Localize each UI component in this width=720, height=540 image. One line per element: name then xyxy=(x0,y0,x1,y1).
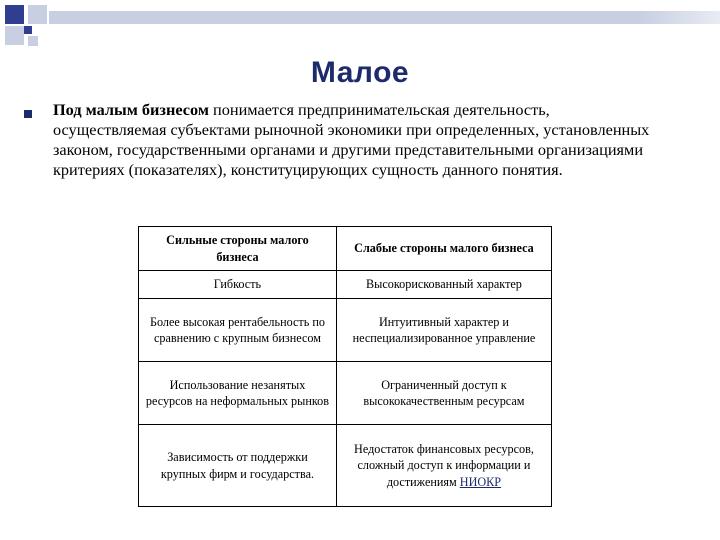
table-row xyxy=(139,271,552,299)
definition-term: Под малым бизнесом xyxy=(53,100,209,119)
header-bar xyxy=(49,11,720,24)
comparison-table xyxy=(138,226,552,507)
strength-cell: Более высокая рентабельность по сравнению с крупным бизнесом xyxy=(139,299,337,362)
header-square-light xyxy=(28,5,47,24)
weakness-cell: Интуитивный характер и неспециализированное управление xyxy=(336,299,551,362)
table-row xyxy=(139,362,552,425)
weakness-text: Недостаток финансовых ресурсов, сложный доступ к информации и достижениям xyxy=(354,441,534,489)
header-square-dark xyxy=(5,5,24,24)
definition-text: понимается предпринимательская деятельность, осуществляемая субъектами рыночной экономики при определенных, установленных законом, государственными органами и другими представительными организациями критериях (показателях), конституцирующих сущность данного понятия. xyxy=(53,100,650,179)
header-square-light xyxy=(5,26,24,45)
header-square-light xyxy=(28,36,38,46)
header-strengths: Сильные стороны малого бизнеса xyxy=(139,227,337,271)
header-weaknesses: Слабые стороны малого бизнеса xyxy=(336,227,551,271)
table-row xyxy=(139,299,552,362)
strength-cell: Зависимость от поддержки крупных фирм и государства. xyxy=(139,425,337,507)
header-square-dark xyxy=(24,26,32,34)
slide-title: Малое xyxy=(310,56,410,89)
niokr-link[interactable]: НИОКР xyxy=(459,474,502,489)
bullet-icon xyxy=(24,110,32,118)
strength-cell: Гибкость xyxy=(139,271,337,299)
weakness-cell: Высокорискованный характер xyxy=(336,271,551,299)
table-row xyxy=(139,425,552,507)
weakness-cell: Ограниченный доступ к высококачественным ресурсам xyxy=(336,362,551,425)
definition-paragraph xyxy=(53,100,653,180)
table-header-row xyxy=(139,227,552,271)
strength-cell: Использование незанятых ресурсов на неформальных рынков xyxy=(139,362,337,425)
weakness-cell xyxy=(336,425,551,507)
